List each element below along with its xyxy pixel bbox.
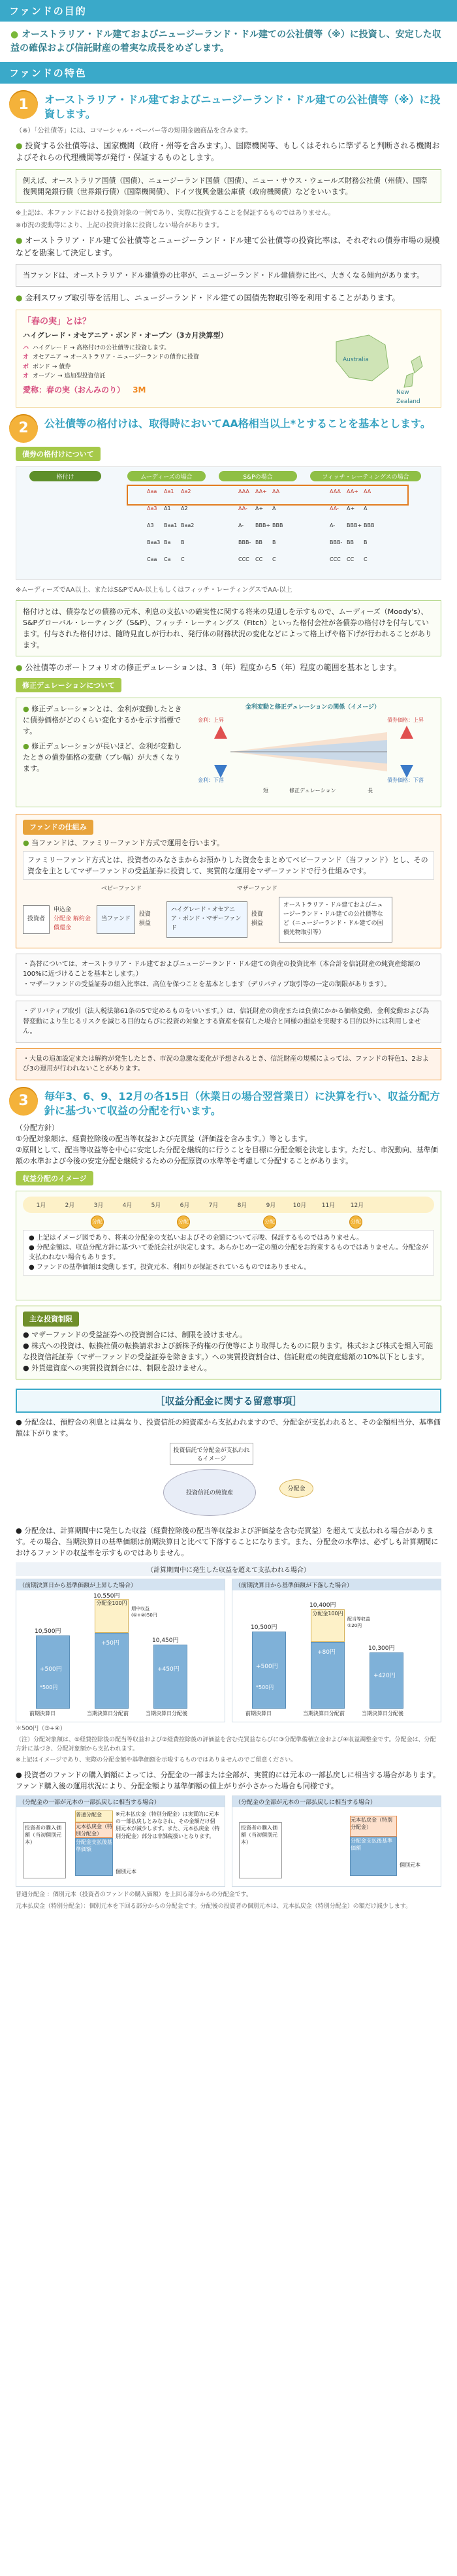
rating-grade: BB [347, 539, 354, 545]
feature-3 [9, 1087, 448, 1119]
rating-grade: CCC [330, 556, 341, 562]
label-mother-fund: マザーファンド [236, 885, 277, 892]
nickname-subtitle: ハイグレード・オセアニア・ボンド・オープン（3カ月決算型） [23, 331, 228, 340]
oceania-map [323, 315, 434, 405]
rating-grade: A- [238, 522, 244, 528]
desc: オープン → 追加型投資信託 [33, 373, 106, 380]
rating-head-label: ムーディーズの場合 [140, 474, 193, 481]
flow-pl: 損益 [251, 920, 263, 927]
rating-grade: C [364, 556, 368, 562]
ratio-box: 当ファンドは、オーストラリア・ドル建債券の比率が、ニュージーランド・ドル建債券に比べ、大きくなる傾向があります。 [16, 264, 441, 287]
case-c [16, 1795, 225, 1887]
value: +80円 [317, 1649, 336, 1656]
nickname-title: 「春の実」とは？ [23, 316, 91, 327]
label-rate-up: 金利：上昇 [198, 716, 224, 723]
duration-panel-title: 修正デュレーションについて [16, 678, 121, 692]
nickname-letters [23, 344, 29, 381]
features-header [0, 62, 457, 84]
month: 10月 [292, 1202, 307, 1209]
letter: ハ [23, 345, 29, 352]
value: *500円 [256, 1684, 274, 1690]
objective-title: ファンドの目的 [9, 5, 87, 17]
case-d [232, 1795, 441, 1887]
feature-1-note: （※）「公社債等」には、コマーシャル・ペーパー等の短期金融商品を含みます。 [16, 127, 252, 135]
nickname-box [16, 310, 441, 408]
rating-grade: Aaa [147, 488, 157, 494]
month: 3月 [93, 1202, 104, 1209]
caution-heading: ［収益分配金に関する留意事項］ [16, 1389, 441, 1413]
coin-icon: 分配 [91, 1216, 104, 1229]
nickname-tag: 愛称：春の実（おんみのり） [23, 385, 125, 394]
after-nav: 分配金支払後基準価額 [75, 1838, 113, 1876]
limit-text: マザーファンドの受益証券への投資割合には、制限を設けません。 [31, 1330, 247, 1339]
month: 5月 [151, 1202, 161, 1209]
bullet-text: 公社債等のポートフォリオの修正デュレーションは、3（年）程度から5（年）程度の範囲を基本とします。 [25, 663, 402, 673]
distribution-image-panel [16, 1171, 441, 1185]
feature-number: 1 [18, 96, 29, 113]
oceania-map-icon [323, 315, 434, 394]
after-nav: 分配金支払後基準価額 [350, 1837, 397, 1876]
rating-grade: AAA [238, 488, 249, 494]
rating-grade: Baa2 [181, 522, 195, 528]
x-label: 当期決算日分配前 [87, 1710, 129, 1716]
rating-chart [16, 466, 441, 580]
rating-grade: AAA [330, 488, 341, 494]
feature-number-badge [9, 1087, 38, 1116]
rating-grade: BBB [272, 522, 283, 528]
bullet-text: 投資する公社債等は、国家機関（政府・州等を含みます。）、国際機関等、もしくはそれらに準ずると判断される機関およびそれらの代理機関等が発行・保証するものとします。 [16, 140, 440, 163]
rating-grade: B [364, 539, 368, 545]
limit: ● マザーファンドの受益証券への投資割合には、制限を設けません。 [23, 1330, 247, 1339]
feature-number-badge [9, 90, 38, 119]
bar-after [153, 1645, 187, 1709]
flow-invest: 投資 [251, 910, 263, 918]
arrow-up-icon [214, 726, 227, 739]
policy-2: ②原則として、配当等収益等を中心に安定した分配を継続的に行うことを目標に分配金額を決定します。ただし、市況動向、基準価額の水準および今後の安定分配を継続するための分配原資の水準等を考慮して分配することがあります。 [16, 1146, 438, 1166]
bullet-dot-icon: ● [10, 29, 19, 40]
bullet-dot-icon: ● [16, 663, 23, 673]
rating-grade: Baa1 [164, 522, 178, 528]
label-price-up: 債券価格：上昇 [387, 716, 424, 723]
principal-charts [16, 1795, 441, 1887]
rating-grade: CC [255, 556, 263, 562]
final-note-2: 元本払戻金（特別分配金）：個別元本を下回る部分からの分配金です。分配後の投資者の個別元本は、元本払戻金（特別分配金）の額だけ減少します。 [16, 1903, 412, 1910]
value: 10,500円 [251, 1624, 277, 1631]
arrow-down-icon [400, 765, 413, 778]
rating-grade: B [181, 539, 185, 545]
coin-icon: 分配 [177, 1216, 190, 1229]
feature-2 [9, 414, 448, 443]
rating-grade: A2 [181, 505, 188, 511]
purchase-price: 投資者の購入価額（当初個別元本） [239, 1822, 282, 1878]
ordinary-dist: 普通分配金 [75, 1811, 113, 1822]
month: 1月 [36, 1202, 46, 1209]
case-b [232, 1579, 441, 1722]
rating-grade: Ca [164, 556, 171, 562]
value: 10,400円 [309, 1602, 336, 1609]
rating-grade: A [272, 505, 276, 511]
note-text: 分配金額は、収益分配方針に基づいて委託会社が決定します。あらかじめ一定の額の分配をお約束するものではありません。分配金が支払われない場合もあります。 [29, 1244, 428, 1262]
desc: ハイグレード → 高格付けの公社債等に投資します。 [33, 345, 170, 352]
duration-b2 [23, 741, 186, 774]
label-short: 短 [263, 787, 268, 794]
rating-panel [16, 447, 441, 461]
coin-icon: 分配 [263, 1216, 276, 1229]
value: +500円 [256, 1663, 278, 1670]
value: +450円 [157, 1666, 180, 1673]
caution-b2: ● 分配金は、計算期間中に発生した収益（経費控除後の配当等収益および評価益を含む売買益）を超えて支払われる場合があります。その場合、当期決算日の基準価額は前期決算日と比べて下落することになります。また、分配金の水準は、必ずしも計算期間におけるファンドの収益率を示すものではありません。 [16, 1526, 439, 1557]
rating-grade: Caa [147, 556, 157, 562]
value: 配当等収益①20円 [347, 1616, 370, 1628]
rating-grade: Aa1 [164, 488, 174, 494]
nickname-descriptions [33, 344, 199, 381]
x-label: 前期決算日 [29, 1710, 55, 1716]
month: 6月 [180, 1202, 190, 1209]
rating-grade: C [181, 556, 185, 562]
letter: ボ [23, 363, 29, 370]
desc: ボンド → 債券 [33, 363, 71, 370]
bullet-dot-icon: ● [16, 236, 23, 246]
assets-box: オーストラリア・ドル建ておよびニュージーランド・ドル建ての公社債等など（ニュージーランド・ドル建ての国債先物取引等） [279, 897, 392, 942]
month: 9月 [266, 1202, 276, 1209]
rating-chart-svg [16, 467, 441, 579]
rating-grade: AA- [238, 505, 247, 511]
flow-pl: 損益 [138, 920, 151, 927]
objective-text-block [0, 22, 457, 62]
nickname-rows [23, 344, 317, 381]
flow-caption: 投資信託で分配金が支払われるイメージ [170, 1443, 253, 1465]
rating-chart-note: ※ムーディーズでAA以上、またはS&PでAA-以上もしくはフィッチ・レーティングスでAA-以上 [16, 586, 292, 594]
rating-panel-title: 債券の格付けについて [16, 447, 101, 461]
month: 12月 [350, 1202, 364, 1209]
distribution-image-box [16, 1191, 441, 1300]
net-assets-pot: 投資信託の純資産 [163, 1469, 256, 1516]
value: +50円 [101, 1639, 119, 1647]
features-title: ファンドの特色 [9, 67, 87, 79]
distribution-policy [16, 1122, 441, 1167]
bullet-dot-icon: ● [23, 838, 29, 847]
case-c-title: （分配金の一部が元本の一部払戻しに相当する場合） [16, 1796, 225, 1807]
x-label: 当期決算日分配前 [303, 1710, 345, 1716]
feature-1-bullet-3 [16, 292, 441, 304]
baby-flows [139, 910, 163, 929]
label-rate-down: 金利：下落 [198, 777, 224, 783]
mother-fund-box: ハイグレード・オセアニア・ボンド・マザーファンド [166, 901, 247, 938]
limit-text: 外貨建資産への実質投資割合には、制限を設けません。 [31, 1363, 212, 1372]
x-label: 前期決算日 [245, 1710, 272, 1716]
limit: ● 外貨建資産への実質投資割合には、制限を設けません。 [23, 1363, 212, 1372]
nickname-3m: 3M [133, 385, 146, 394]
limit-text: 株式への投資は、転換社債の転換請求および新株予約権の行使等により取得したものに限ります。株式および株式を組入可能な投資信託証券（マザーファンドの受益証券を除きます。）への実質投資割合は、信託財産の純資産総額の10%以下とします。 [23, 1341, 433, 1361]
nickname-tag-row [23, 384, 317, 396]
individual-principal: 個別元本 [400, 1862, 420, 1869]
duration-chart-title: 金利変動と修正デュレーションの関係（イメージ） [245, 703, 381, 711]
rating-grade: C [272, 556, 276, 562]
case-charts [16, 1579, 441, 1722]
final-note-1: 普通分配金 ：個別元本（投資者のファンドの購入価額）を上回る部分からの分配金です。 [16, 1892, 252, 1899]
nickname-text [23, 315, 317, 402]
small-note-1: ※上記は、本ファンドにおける投資対象の一例であり、実際に投資することを保証するものではありません。 [16, 210, 335, 217]
rating-grade: Baa3 [147, 539, 161, 545]
label-price-down: 債券価格：下落 [387, 777, 424, 783]
month: 7月 [208, 1202, 219, 1209]
label-baby-fund: ベビーファンド [101, 885, 142, 892]
distribution-pot: 分配金 [279, 1479, 313, 1498]
feature-number: 3 [18, 1093, 29, 1110]
duration-chart [191, 703, 434, 801]
case-c-note: ※元本払戻金（特別分配金）は実質的に元本の一部払戻しとみなされ、その金額だけ個別元本が減少します。また、元本払戻金（特別分配金）部分は非課税扱いとなります。 [116, 1811, 220, 1839]
feature-number-badge [9, 414, 38, 443]
rating-grade: A+ [255, 505, 264, 511]
distribution-panel-title: 収益分配のイメージ [16, 1171, 93, 1185]
rating-head-label: 格付け [56, 474, 74, 481]
case-a-title: （前期決算日から基準価額が上昇した場合） [16, 1579, 225, 1590]
structure-top-labels [23, 885, 434, 894]
bullet-text: 修正デュレーションとは、金利が変動したときに債券価格がどのくらい変化するかを示す指標です。 [23, 704, 182, 735]
investment-limits-box [16, 1306, 441, 1379]
map-label-australia: Australia [343, 356, 369, 363]
feature-number: 2 [18, 420, 29, 437]
structure-box [16, 814, 441, 948]
label-duration: 修正デュレーション [289, 787, 336, 794]
caution-sub: （計算期間中に発生した収益を超えて支払われる場合） [16, 1562, 441, 1576]
rating-grade: BBB [364, 522, 375, 528]
rating-grade: A [364, 505, 368, 511]
special-dist: 元本払戻金（特別分配金） [350, 1816, 397, 1837]
rating-grade: BBB- [330, 539, 343, 545]
bullet-dot-icon: ● [16, 293, 23, 303]
rating-grade: B [272, 539, 276, 545]
feature-3-title: 毎年3、6、9、12月の各15日（休業日の場合翌営業日）に決算を行い、収益分配方針に基づいて収益の分配を行います。 [44, 1089, 440, 1117]
feature-1-title: オーストラリア・ドル建ておよびニュージーランド・ドル建ての公社債等（※）に投資します。 [44, 93, 441, 121]
arrow-up-icon [400, 726, 413, 739]
note-text: ファンドの基準価額は変動します。投資元本、利回りが保証されているものではありません。 [36, 1264, 311, 1272]
flow-payout: 分配金 解約金 償還金 [54, 915, 91, 931]
dist-amount: 分配金100円 [311, 1609, 345, 1642]
coin-icon: 分配 [349, 1216, 362, 1229]
policy-title: （分配方針） [16, 1123, 59, 1133]
note: ・為替については、オーストラリア・ドル建ておよびニュージーランド・ドル建ての資産の投資比率（本合計を信託財産の純資産総額の100%に近づけることを基本とします。） [23, 960, 421, 978]
objective-text: オーストラリア・ドル建ておよびニュージーランド・ドル建ての公社債等（※）に投資し、安定した収益の確保および信託財産の着実な成長をめざします。 [10, 29, 441, 54]
duration-box [16, 698, 441, 807]
structure-notes-2: ・デリバティブ取引（法人税法第61条の5で定めるものをいいます。）は、信託財産の資産または負債にかかる価格変動、金利変動および為替変動により生じるリスクを減じる目的ならびに投資の対象とする資産を保有した場合と同様の損益を実現する目的以外には利用しません。 [16, 1001, 441, 1043]
rating-grade: CC [347, 556, 355, 562]
purchase-price: 投資者の購入価額（当初個別元本） [23, 1822, 66, 1878]
bullet-text: オーストラリア・ドル建て公社債等とニュージーランド・ドル建て公社債等の投資比率は、それぞれの債券市場の規模などを勘案して決定します。 [16, 236, 440, 257]
duration-panel [16, 678, 441, 692]
rating-grade: AA [364, 488, 371, 494]
limit: ● 株式への投資は、転換社債の転換請求および新株予約権の行使等により取得したものに限ります。株式および株式を組入可能な投資信託証券（マザーファンドの受益証券を除きます。）への実質投資割合は、信託財産の純資産総額の10%以下とします。 [23, 1341, 433, 1361]
rating-grade: CCC [238, 556, 249, 562]
distribution-notes [23, 1230, 434, 1276]
rating-head-label: フィッチ・レーティングスの場合 [322, 474, 409, 481]
rating-grade: Aa3 [147, 505, 157, 511]
baby-fund-box: 当ファンド [97, 905, 135, 934]
investment-limits-title: 主な投資制限 [23, 1312, 79, 1327]
rating-grade: A3 [147, 522, 154, 528]
x-label: 当期決算日分配後 [362, 1710, 403, 1716]
structure-line-2: ファミリーファンド方式とは、投資者のみなさまからお預かりした資金をまとめてベビーファンド（当ファンド）とし、その資金を主としてマザーファンドの受益証券に投資して、実質的な運用をマザーファンドで行う仕組みです。 [23, 851, 434, 880]
investor-flows [54, 906, 93, 933]
bar-prev [252, 1632, 286, 1709]
rating-grade: A1 [164, 505, 171, 511]
month: 2月 [65, 1202, 75, 1209]
case-d-title: （分配金の全部が元本の一部払戻しに相当する場合） [232, 1796, 441, 1807]
note: ● ファンドの基準価額は変動します。投資元本、利回りが保証されているものではありません。 [29, 1264, 311, 1272]
rating-grade: Aa2 [181, 488, 191, 494]
duration-bullets [23, 703, 186, 801]
rating-grade: BBB+ [255, 522, 271, 528]
special-dist: 元本払戻金（特別分配金） [76, 1824, 112, 1837]
caution-b3: ● 投資者のファンドの購入価額によっては、分配金の一部または全部が、実質的には元本の一部払戻しに相当する場合があります。ファンド購入後の運用状況により、分配金額より基準価額の値上がりが小さかった場合も同様です。 [16, 1770, 441, 1791]
case-foot-1: ＊500円（③+④） [16, 1725, 66, 1732]
small-note-2: ※市況の変動等により、上記の投資対象に投資しない場合があります。 [16, 222, 223, 230]
value: +500円 [40, 1666, 62, 1673]
month: 8月 [237, 1202, 247, 1209]
letter: オ [23, 354, 29, 361]
caution-text: 投資者のファンドの購入価額によっては、分配金の一部または全部が、実質的には元本の一部払戻しに相当する場合があります。ファンド購入後の運用状況により、分配金額より基準価額の値上がりが小さかった場合も同様です。 [16, 1770, 441, 1791]
rating-grade: A+ [347, 505, 355, 511]
rating-grade: AA+ [347, 488, 358, 494]
bullet-dot-icon: ● [16, 140, 23, 150]
dist-amount: 分配金100円 [95, 1599, 129, 1633]
value: 10,300円 [368, 1645, 395, 1652]
value: 10,450円 [152, 1637, 179, 1644]
caution-b1: ● 分配金は、預貯金の利息とは異なり、投資信託の純資産から支払われますので、分配金が支払われると、その金額相当分、基準価額は下がります。 [16, 1417, 441, 1438]
rating-grade: BB [255, 539, 262, 545]
rating-explain-box: 格付けとは、債券などの債務の元本、利息の支払いの確実性に関する将来の見通しを示すもので、ムーディーズ（Moody's）、S&Pグローバル・レーティング（S&P）、フィッチ・レーティングス（Fitch）といった格付会社が各債券の格付けを付与しています。付与された格付けは、随時見直しが行われ、発行体の財務状況の変化などによって格上げや格下げが行われることがあります。 [16, 600, 441, 656]
rating-head-label: S&Pの場合 [243, 474, 273, 481]
rating-grade: AA [272, 488, 280, 494]
feature-1-bullet-1 [16, 140, 441, 164]
feature-2-bullet [16, 662, 441, 674]
structure-notes-1 [16, 954, 441, 996]
example-box: 例えば、オーストラリア国債（国債）、ニュージーランド国債（国債）、ニュー・サウス・ウェールズ財務公社債（州債）、国際復興開発銀行債（世界銀行債）（国際機関債）、ドイツ復興金融公庫債（政府機関債）などをいいます。 [16, 169, 441, 203]
rating-grade: AA+ [255, 488, 267, 494]
month-row [23, 1197, 434, 1214]
note: ● 上記はイメージ図であり、将来の分配金の支払いおよびその金額について示唆、保証するものではありません。 [29, 1234, 364, 1242]
structure-diagram [23, 897, 434, 942]
bar-after [370, 1652, 403, 1709]
case-foot-2: （注）分配対象額は、①経費控除後の配当等収益および②経費控除後の評価益を含む売買益ならびに③分配準備積立金および④収益調整金です。分配金は、分配方針に基づき、分配対象額から支払われます。 [16, 1737, 436, 1752]
value: *500円 [40, 1684, 58, 1690]
case-a [16, 1579, 225, 1722]
note: ・マザーファンドの受益証券の組入比率は、高位を保つことを基本とします（デリバティブ取引等の一定の制限があります）。 [23, 980, 391, 988]
month: 11月 [321, 1202, 336, 1209]
value: 10,500円 [35, 1628, 61, 1635]
case-b-title: （前期決算日から基準価額が下落した場合） [232, 1579, 441, 1590]
duration-b1 [23, 703, 186, 737]
bullet-text: 当ファンドは、ファミリーファンド方式で運用を行います。 [31, 838, 225, 847]
arrow-down-icon [214, 765, 227, 778]
bullet-dot-icon: ● [23, 741, 29, 750]
rating-grade: Ba [164, 539, 171, 545]
rating-grade: BBB+ [347, 522, 362, 528]
individual-principal: 個別元本 [116, 1869, 136, 1875]
rating-chart-heads [29, 471, 421, 481]
rating-grade: A- [330, 522, 336, 528]
rating-grade: BBB- [238, 539, 251, 545]
investor-box: 投資者 [23, 905, 50, 934]
case-foot-3: ※上記はイメージであり、実際の分配金額や基準価額を示唆するものではありませんのでご留意ください。 [16, 1757, 297, 1764]
month: 4月 [122, 1202, 133, 1209]
label-long: 長 [368, 787, 373, 794]
bullet-dot-icon: ● [23, 704, 29, 713]
bullet-text: 金利スワップ取引等を活用し、ニュージーランド・ドル建ての国債先物取引等を利用することがあります。 [25, 293, 400, 303]
structure-line-1 [23, 837, 434, 848]
map-label-new-zealand: New Zealand [396, 389, 420, 405]
feature-2-title: 公社債等の格付けは、取得時においてAA格相当以上*とすることを基本とします。 [44, 417, 431, 430]
bullet-text: 修正デュレーションが長いほど、金利が変動したときの債券価格の変動（ブレ幅）が大きくなります。 [23, 741, 182, 773]
policy-1: ①分配対象額は、経費控除後の配当等収益および売買益（評価益を含みます。）等とします。 [16, 1135, 312, 1144]
objective-header [0, 0, 457, 22]
value: +420円 [373, 1672, 396, 1679]
fund-flow-image [131, 1443, 326, 1521]
caution-text: 分配金は、計算期間中に発生した収益（経費控除後の配当等収益および評価益を含む売買益）を超えて支払われる場合があります。その場合、当期決算日の基準価額は前期決算日と比べて下落することになります。また、分配金の水準は、必ずしも計算期間におけるファンドの収益率を示すものではありません。 [16, 1526, 439, 1557]
structure-notes-3: ・大量の追加設定または解約が発生したとき、市況の急激な変化が予想されるとき、信託財産の規模によっては、ファンドの特色1、2および3の運用が行われないことがあります。 [16, 1048, 441, 1080]
note: ● 分配金額は、収益分配方針に基づいて委託会社が決定します。あらかじめ一定の額の分配をお約束するものではありません。分配金が支払われない場合もあります。 [29, 1244, 428, 1262]
rating-grade: AA- [330, 505, 339, 511]
mother-flows [251, 910, 275, 929]
feature-1-bullet-2 [16, 234, 441, 259]
flow-subscribe: 申込金 [54, 906, 72, 913]
letter: オ [23, 373, 29, 380]
note-text: 上記はイメージ図であり、将来の分配金の支払いおよびその金額について示唆、保証するものではありません。 [36, 1234, 364, 1242]
x-label: 当期決算日分配後 [146, 1710, 187, 1716]
coin-row [23, 1213, 434, 1230]
structure-title: ファンドの仕組み [23, 820, 93, 835]
feature-1 [9, 90, 448, 122]
value: 期中収益(①+②)50円 [131, 1605, 157, 1618]
value: 10,550円 [93, 1592, 120, 1600]
desc: オセアニア → オーストラリア・ニュージーランドの債券に投資 [33, 354, 199, 361]
caution-text: 分配金は、預貯金の利息とは異なり、投資信託の純資産から支払われますので、分配金が支払われると、その金額相当分、基準価額は下がります。 [16, 1417, 441, 1438]
flow-invest: 投資 [138, 910, 151, 918]
